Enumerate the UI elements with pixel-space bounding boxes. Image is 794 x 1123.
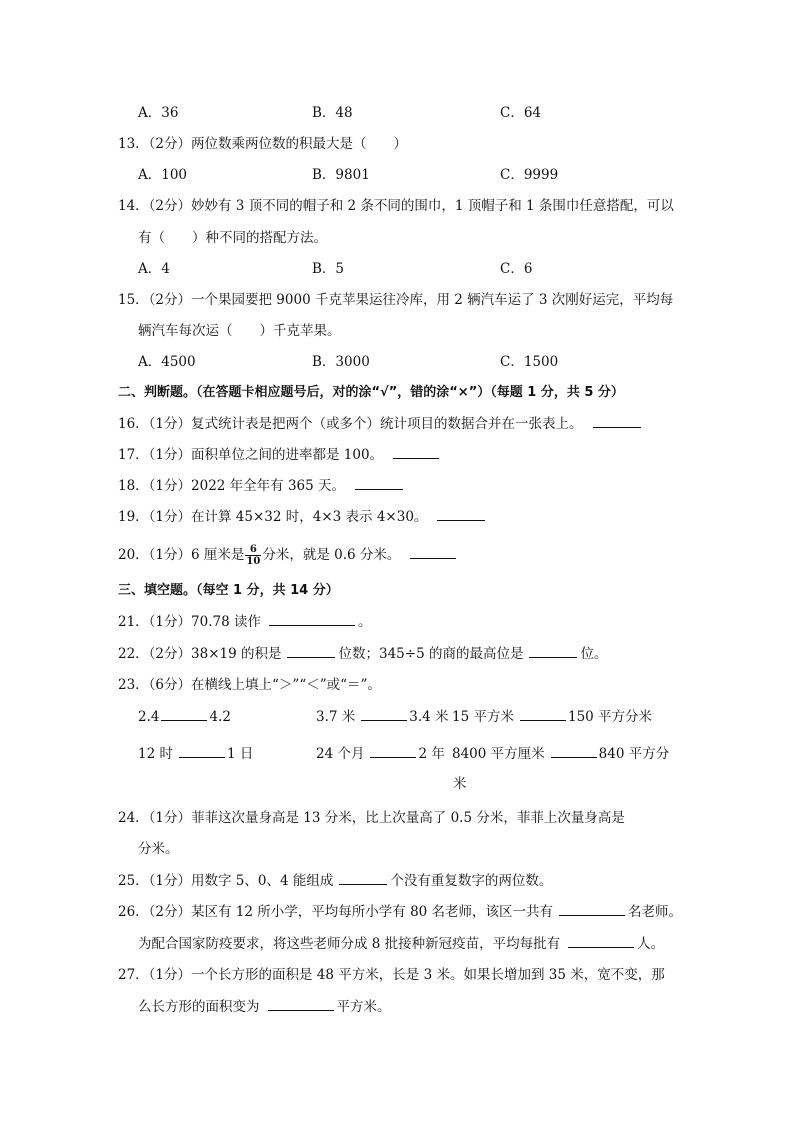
- q14-option-a: A．4: [138, 261, 170, 277]
- q14-option-c: C．6: [500, 261, 533, 277]
- q21-answer-blank[interactable]: [269, 613, 355, 626]
- q18: [118, 477, 406, 495]
- q23-r2c3-right: 840 平方分: [598, 746, 670, 762]
- q15-option-c: C．1500: [500, 354, 559, 370]
- q13-option-c: C．9999: [500, 167, 559, 183]
- q23-item-r1c3: [452, 708, 652, 726]
- q12-option-a: A．36: [138, 105, 179, 121]
- q12-option-b: B．48: [312, 105, 353, 121]
- q12-option-c: C．64: [500, 105, 542, 121]
- q26-line2: [138, 935, 664, 953]
- q26-text-4: 人。: [637, 936, 665, 952]
- q20-fraction-denominator: 10: [246, 556, 261, 567]
- q14-stem-line2: 有（ ）种不同的搭配方法。: [138, 230, 327, 246]
- q26-answer-blank-2[interactable]: [568, 935, 634, 948]
- q25-answer-blank[interactable]: [339, 872, 387, 885]
- q23-r1c1-left: 2.4: [138, 709, 160, 725]
- q16: [118, 415, 644, 433]
- q27-text: 么长方形的面积变为: [138, 999, 260, 1015]
- q17-text: 17．（1分）面积单位之间的进率都是 100。: [118, 447, 384, 463]
- q13-stem: 13．（2分）两位数乘两位数的积最大是（ ）: [118, 136, 408, 152]
- q20-fraction-numerator: 6: [245, 544, 261, 556]
- q24-stem-line2: 分米。: [138, 841, 179, 857]
- section-2-heading: 二、判断题。（在答题卡相应题号后，对的涂“√”，错的涂“×”）（每题 1 分，共 5 分）: [118, 385, 624, 400]
- q16-text: 16．（1分）复式统计表是把两个（或多个）统计项目的数据合并在一张表上。: [118, 416, 583, 432]
- q23-r2c2-right: 2 年: [418, 746, 445, 762]
- q23-r2c2-left: 24 个月: [316, 746, 365, 762]
- q27-stem-line1: 27．（1分）一个长方形的面积是 48 平方米，长是 3 米。如果长增加到 35 米，宽不变，那: [118, 967, 665, 983]
- q13-option-a: A．100: [138, 167, 188, 183]
- q27-text-post: 平方米。: [336, 999, 391, 1015]
- q15-option-b: B．3000: [312, 354, 370, 370]
- q23-r1c1-blank[interactable]: [161, 708, 207, 721]
- q23-item-r2c1: [138, 745, 253, 763]
- q23-r1c1-right: 4.2: [209, 709, 231, 725]
- q23-r2c3-blank[interactable]: [551, 745, 597, 758]
- q23-r2c2-blank[interactable]: [370, 745, 416, 758]
- q15-stem-line1: 15．（2分）一个果园要把 9000 千克苹果运往冷库，用 2 辆汽车运了 3 次刚好运完，平均每: [118, 292, 674, 308]
- q21-text: 21．（1分）70.78 读作: [118, 614, 261, 630]
- q15-stem-line2: 辆汽车每次运（ ）千克苹果。: [138, 323, 341, 339]
- q23-r2c3-wrap: 米: [453, 776, 467, 792]
- q23-r1c2-blank[interactable]: [361, 708, 407, 721]
- q18-answer-blank[interactable]: [355, 477, 403, 490]
- q20-text-post: 分米，就是 0.6 分米。: [262, 547, 401, 563]
- q26-text-1: 26．（2分）某区有 12 所小学，平均每所小学有 80 名老师，该区一共有: [118, 904, 554, 920]
- q23-r1c3-left: 15 平方米: [452, 709, 514, 725]
- q23-r2c1-left: 12 时: [138, 746, 173, 762]
- q19-text: 19．（1分）在计算 45×32 时，4×3 表示 4×30。: [118, 509, 428, 525]
- q18-text: 18．（1分）2022 年全年有 365 天。: [118, 478, 346, 494]
- q20-text-pre: 20．（1分）6 厘米是: [118, 547, 245, 563]
- q15-option-a: A．4500: [138, 354, 196, 370]
- q25: [118, 872, 552, 890]
- q22-answer-blank-1[interactable]: [287, 645, 335, 658]
- q27-line2: [138, 998, 391, 1016]
- q19: [118, 508, 488, 526]
- q17-answer-blank[interactable]: [393, 446, 439, 459]
- q21: [118, 613, 371, 631]
- q22-text-2: 位数；345÷5 的商的最高位是: [338, 646, 524, 662]
- q14-stem-line1: 14．（2分）妙妙有 3 顶不同的帽子和 2 条不同的围巾，1 顶帽子和 1 条围巾任意搭配，可以: [118, 198, 674, 214]
- q23-r2c1-blank[interactable]: [179, 745, 225, 758]
- q13-option-b: B．9801: [312, 167, 370, 183]
- q26-answer-blank-1[interactable]: [559, 903, 625, 916]
- q25-text-post: 个没有重复数字的两位数。: [390, 873, 553, 889]
- q23-r1c3-right: 150 平方分米: [567, 709, 653, 725]
- q22: [118, 645, 607, 663]
- q20: [118, 540, 459, 570]
- q21-text-post: 。: [357, 614, 372, 630]
- q27-answer-blank[interactable]: [268, 998, 334, 1011]
- q23-r1c3-blank[interactable]: [520, 708, 566, 721]
- q23-item-r1c2: [316, 708, 449, 726]
- q20-fraction: [245, 544, 261, 567]
- q22-text-3: 位。: [580, 646, 608, 662]
- q23-item-r1c1: [138, 708, 231, 726]
- q23-r2c3-left: 8400 平方厘米: [452, 746, 545, 762]
- q26-line1: [118, 903, 682, 921]
- q22-text-1: 22．（2分）38×19 的积是: [118, 646, 282, 662]
- q23-item-r2c3: [452, 745, 669, 763]
- q26-text-3: 为配合国家防疫要求，将这些老师分成 8 批接种新冠疫苗，平均每批有: [138, 936, 561, 952]
- q23-item-r2c2: [316, 745, 445, 763]
- q16-answer-blank[interactable]: [593, 415, 641, 428]
- q23-r1c2-left: 3.7 米: [316, 709, 356, 725]
- q25-text: 25．（1分）用数字 5、0、4 能组成: [118, 873, 334, 889]
- section-3-heading: 三、填空题。（每空 1 分，共 14 分）: [118, 583, 339, 598]
- q23-r1c2-right: 3.4 米: [409, 709, 449, 725]
- q20-answer-blank[interactable]: [410, 546, 456, 559]
- q24-stem-line1: 24．（1分）菲菲这次量身高是 13 分米，比上次量高了 0.5 分米，菲菲上次量身高是: [118, 810, 625, 826]
- q14-option-b: B．5: [312, 261, 345, 277]
- q17: [118, 446, 442, 464]
- q23-r2c1-right: 1 日: [226, 746, 254, 762]
- q22-answer-blank-2[interactable]: [529, 645, 577, 658]
- q19-answer-blank[interactable]: [437, 508, 485, 521]
- q23-stem: 23．（6分）在横线上填上“＞”“＜”或“＝”。: [118, 677, 381, 693]
- q26-text-2: 名老师。: [628, 904, 683, 920]
